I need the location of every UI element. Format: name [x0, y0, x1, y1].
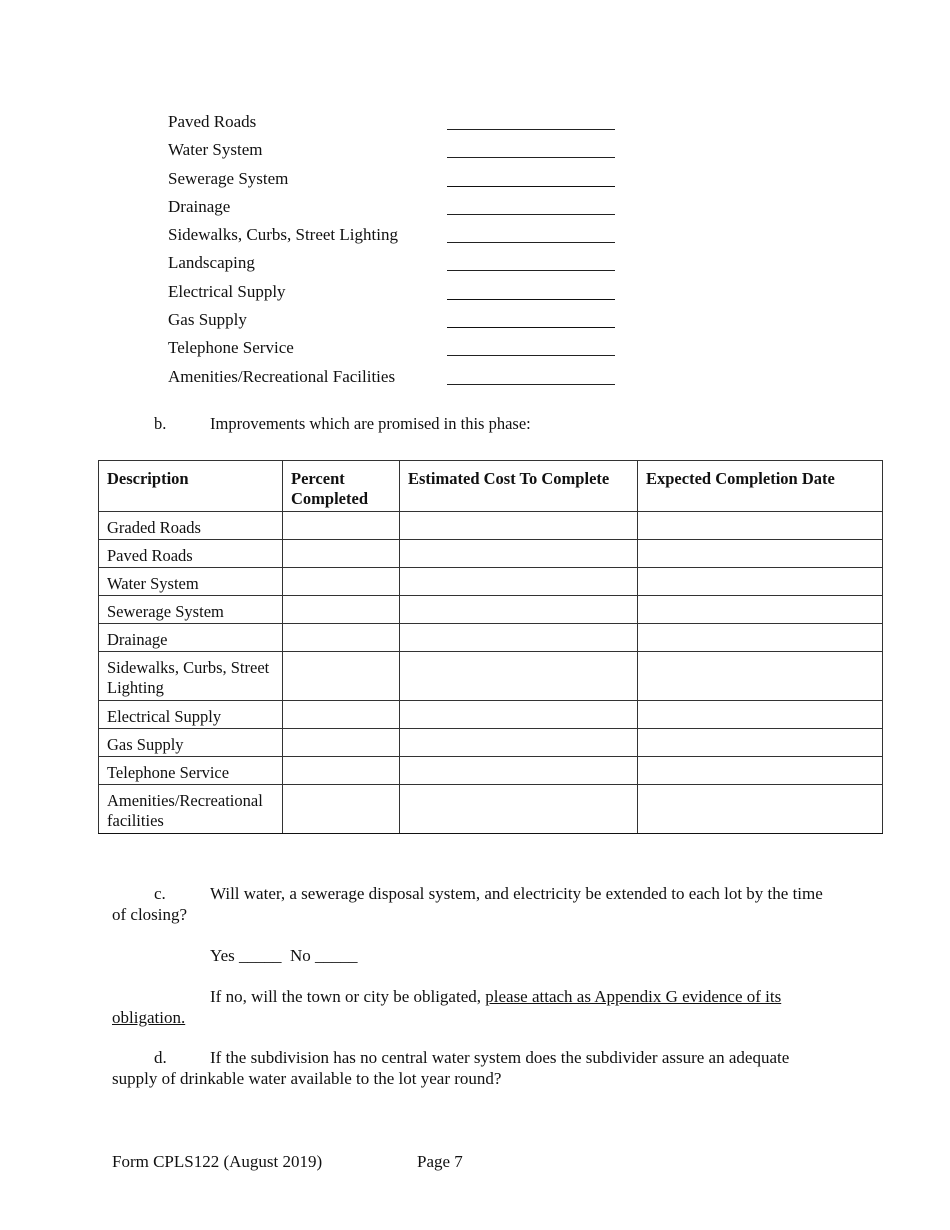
table-row [99, 757, 883, 785]
list-item [168, 165, 628, 193]
date-cell[interactable] [638, 568, 883, 596]
list-item [168, 249, 628, 277]
percent-cell[interactable] [283, 596, 400, 624]
section-c-question [112, 883, 824, 925]
column-header: Expected Completion Date [638, 461, 883, 512]
blank-field-line[interactable] [447, 270, 615, 271]
list-item-label: Amenities/Recreational Facilities [168, 366, 396, 386]
list-item-label: Paved Roads [168, 112, 257, 131]
section-letter: b. [154, 414, 167, 433]
cost-cell[interactable] [400, 512, 638, 540]
cost-cell[interactable] [400, 540, 638, 568]
page-footer [112, 1152, 463, 1172]
list-item-label: Drainage [168, 196, 231, 216]
row-description: Amenities/Recreational facilities [99, 785, 283, 834]
list-item [168, 363, 628, 391]
followup-text: If no, will the town or city be obligated, [210, 987, 486, 1006]
cost-cell[interactable] [400, 652, 638, 701]
table-row [99, 512, 883, 540]
row-description: Sewerage System [99, 596, 283, 624]
improvements-checklist [168, 108, 628, 391]
section-b-heading [154, 414, 531, 434]
blank-field-line[interactable] [447, 214, 615, 215]
blank-field-line[interactable] [447, 157, 615, 158]
list-item [168, 278, 628, 306]
date-cell[interactable] [638, 757, 883, 785]
appendix-g-instruction: please attach as Appendix G evidence of its obligation. [112, 987, 782, 1027]
list-item-label: Sidewalks, Curbs, Street Lighting [168, 225, 398, 245]
list-item [168, 221, 628, 249]
section-letter: c. [154, 884, 166, 903]
list-item-label: Water System [168, 140, 263, 160]
cost-cell[interactable] [400, 757, 638, 785]
percent-cell[interactable] [283, 512, 400, 540]
list-item-label: Sewerage System [168, 168, 289, 188]
blank-field-line[interactable] [447, 327, 615, 328]
date-cell[interactable] [638, 652, 883, 701]
list-item [168, 136, 628, 164]
table-row [99, 540, 883, 568]
list-item [168, 334, 628, 362]
percent-cell[interactable] [283, 624, 400, 652]
section-text: If the subdivision has no central water system does the subdivider assure an adequate supply of drinkable water available to the lot year round? [112, 1048, 790, 1088]
percent-cell[interactable] [283, 568, 400, 596]
list-item-label: Landscaping [168, 253, 255, 273]
cost-cell[interactable] [400, 568, 638, 596]
date-cell[interactable] [638, 785, 883, 834]
table-row [99, 701, 883, 729]
table-header-row [99, 461, 883, 512]
table-row [99, 568, 883, 596]
row-description: Electrical Supply [99, 701, 283, 729]
cost-cell[interactable] [400, 596, 638, 624]
row-description: Telephone Service [99, 757, 283, 785]
list-item-label: Gas Supply [168, 310, 247, 330]
table-row [99, 596, 883, 624]
section-text: Improvements which are promised in this phase: [210, 414, 531, 433]
date-cell[interactable] [638, 540, 883, 568]
column-header: Percent Completed [283, 461, 400, 512]
row-description: Drainage [99, 624, 283, 652]
section-d-question [112, 1047, 824, 1089]
blank-field-line[interactable] [447, 384, 615, 385]
row-description: Sidewalks, Curbs, Street Lighting [99, 652, 283, 701]
date-cell[interactable] [638, 701, 883, 729]
column-header: Description [99, 461, 283, 512]
blank-field-line[interactable] [447, 129, 615, 130]
section-c-followup [112, 986, 824, 1028]
blank-field-line[interactable] [447, 242, 615, 243]
cost-cell[interactable] [400, 701, 638, 729]
list-item-label: Telephone Service [168, 338, 294, 358]
percent-cell[interactable] [283, 701, 400, 729]
form-identifier: Form CPLS122 (August 2019) [112, 1152, 323, 1171]
section-letter: d. [154, 1048, 167, 1067]
blank-field-line[interactable] [447, 355, 615, 356]
table-row [99, 729, 883, 757]
blank-field-line[interactable] [447, 299, 615, 300]
table-row [99, 624, 883, 652]
percent-cell[interactable] [283, 729, 400, 757]
percent-cell[interactable] [283, 652, 400, 701]
cost-cell[interactable] [400, 785, 638, 834]
list-item [168, 108, 628, 136]
row-description: Paved Roads [99, 540, 283, 568]
row-description: Graded Roads [99, 512, 283, 540]
column-header: Estimated Cost To Complete [400, 461, 638, 512]
row-description: Water System [99, 568, 283, 596]
cost-cell[interactable] [400, 624, 638, 652]
table-row [99, 652, 883, 701]
percent-cell[interactable] [283, 757, 400, 785]
section-text: Will water, a sewerage disposal system, and electricity be extended to each lot by the time of closing? [112, 884, 823, 924]
row-description: Gas Supply [99, 729, 283, 757]
yes-no-answer[interactable] [210, 945, 610, 966]
table-row [99, 785, 883, 834]
date-cell[interactable] [638, 624, 883, 652]
date-cell[interactable] [638, 729, 883, 757]
blank-field-line[interactable] [447, 186, 615, 187]
date-cell[interactable] [638, 596, 883, 624]
percent-cell[interactable] [283, 785, 400, 834]
date-cell[interactable] [638, 512, 883, 540]
improvements-table [98, 460, 883, 834]
list-item [168, 306, 628, 334]
cost-cell[interactable] [400, 729, 638, 757]
list-item [168, 193, 628, 221]
percent-cell[interactable] [283, 540, 400, 568]
list-item-label: Electrical Supply [168, 281, 286, 301]
yes-no-text[interactable]: Yes _____ No _____ [210, 946, 358, 965]
page-number: Page 7 [417, 1152, 463, 1171]
